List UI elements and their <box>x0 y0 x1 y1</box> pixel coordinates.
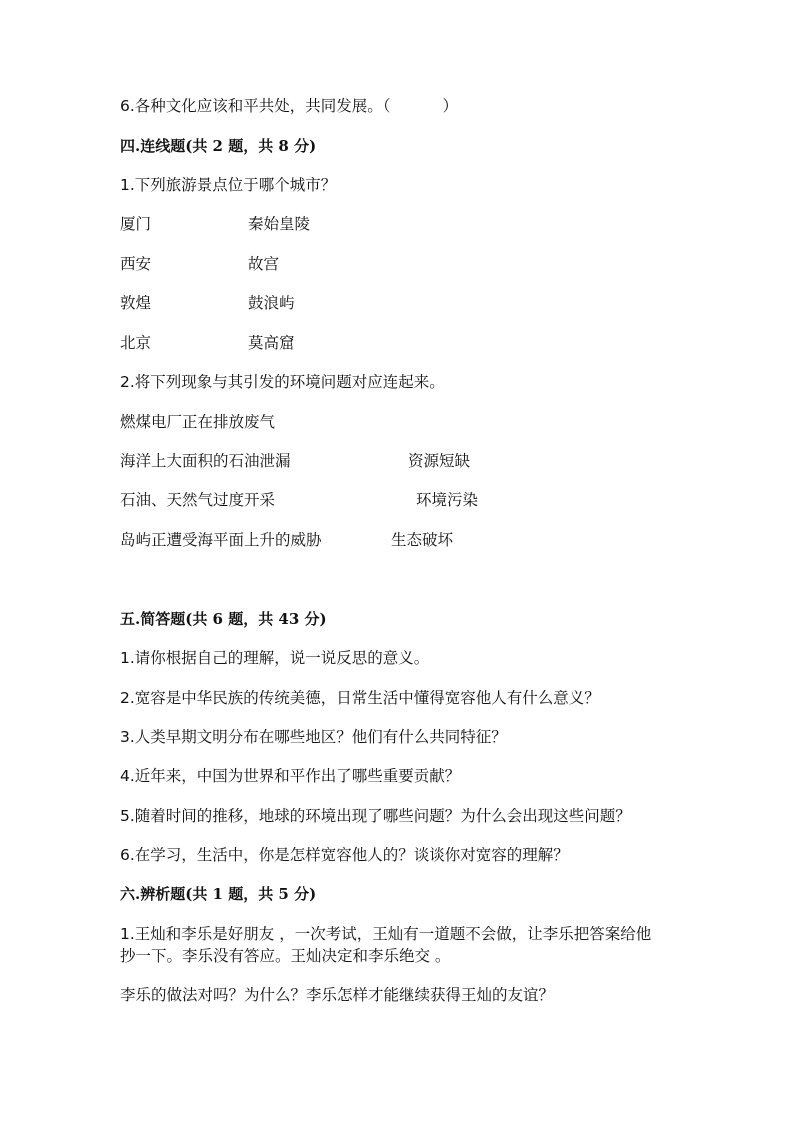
analysis-question-line: 李乐的做法对吗？为什么？李乐怎样才能继续获得王灿的友谊？ <box>120 986 555 1004</box>
problem-item: 资源短缺 <box>408 452 471 470</box>
section-4-question-2: 2.将下列现象与其引发的环境问题对应连起来。 <box>120 373 445 391</box>
short-answer-question: 1.请你根据自己的理解，说一说反思的意义。 <box>120 649 430 667</box>
short-answer-question: 4.近年来，中国为世界和平作出了哪些重要贡献？ <box>120 767 461 785</box>
short-answer-question: 3.人类早期文明分布在哪些地区？他们有什么共同特征？ <box>120 728 507 746</box>
city-item: 西安 <box>120 255 152 273</box>
short-answer-question: 5.随着时间的推移，地球的环境出现了哪些问题？为什么会出现这些问题？ <box>120 807 631 825</box>
short-answer-question: 2.宽容是中华民族的传统美德，日常生活中懂得宽容他人有什么意义？ <box>120 689 600 707</box>
question-6-close: ） <box>442 97 459 115</box>
phenomenon-item: 石油、天然气过度开采 <box>120 491 276 509</box>
site-item: 鼓浪屿 <box>248 294 295 312</box>
analysis-question-line: 抄一下。李乐没有答应。王灿决定和李乐绝交 。 <box>120 947 451 965</box>
short-answer-question: 6.在学习，生活中，你是怎样宽容他人的？谈谈你对宽容的理解？ <box>120 846 569 864</box>
site-item: 秦始皇陵 <box>248 215 311 233</box>
problem-item: 环境污染 <box>416 491 479 509</box>
section-5-title: 五.简答题(共 6 题，共 43 分) <box>120 610 327 628</box>
problem-item: 生态破坏 <box>391 531 454 549</box>
site-item: 故宫 <box>248 255 280 273</box>
city-item: 北京 <box>120 334 152 352</box>
question-6-text: 6.各种文化应该和平共处，共同发展。（ <box>120 97 391 115</box>
question-6-judgement <box>120 96 458 116</box>
section-4-title: 四.连线题(共 2 题，共 8 分) <box>120 137 317 155</box>
phenomenon-item: 岛屿正遭受海平面上升的威胁 <box>120 531 322 549</box>
phenomenon-item: 燃煤电厂正在排放废气 <box>120 413 276 431</box>
phenomenon-item: 海洋上大面积的石油泄漏 <box>120 452 291 470</box>
site-item: 莫高窟 <box>248 334 295 352</box>
analysis-question-line: 1.王灿和李乐是好朋友 ，一次考试，王灿有一道题不会做，让李乐把答案给他 <box>120 925 652 943</box>
city-item: 厦门 <box>120 215 152 233</box>
section-4-question-1: 1.下列旅游景点位于哪个城市？ <box>120 176 337 194</box>
city-item: 敦煌 <box>120 294 152 312</box>
section-6-title: 六.辨析题(共 1 题，共 5 分) <box>120 885 317 903</box>
